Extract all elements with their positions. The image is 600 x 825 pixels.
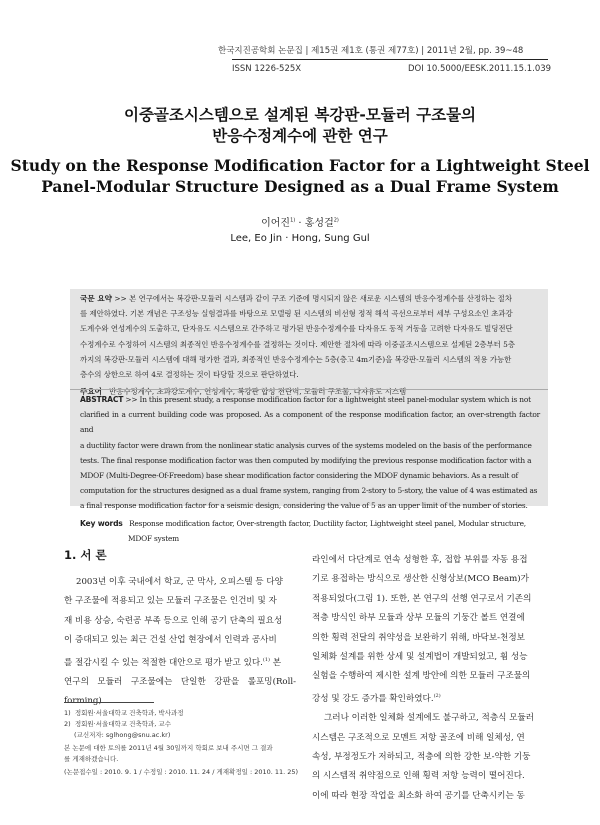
abstract-ko-line: 국문 요약 >> 본 연구에서는 복강판-모듈러 시스템과 같이 구조 기준에 명시되지 않은 새로운 시스템의 반응수정계수를 산정하는 절차 bbox=[80, 294, 512, 303]
footnote-rule bbox=[64, 702, 154, 703]
authors-ko bbox=[0, 214, 600, 229]
title-ko-line2: 반응수정계수에 관한 연구 bbox=[212, 127, 388, 145]
intro-right-column bbox=[312, 551, 546, 806]
abstract-ko-line: 까지의 복강판-모듈러 시스템에 대해 평가한 결과, 최종적인 반응수정계수는 5층(층고 4m기준)을 복강판-모듈러 시스템의 적용 가능한 bbox=[80, 354, 512, 364]
citation: (2) bbox=[433, 692, 441, 699]
body-line: 기로 용접하는 방식으로 생산한 신형상보(MCO Beam)가 bbox=[312, 574, 529, 585]
body-line: 라인에서 다단계로 연속 성형한 후, 접합 부위를 자동 용접 bbox=[312, 555, 528, 565]
abstract-en-line: a ductility factor were drawn from the nonlinear static analysis curves of the systems modeled on the basis of the performance bbox=[80, 440, 532, 450]
body-line: 2003년 이후 국내에서 학교, 군 막사, 오피스텔 등 다양 bbox=[76, 577, 283, 587]
body-line: 이 증대되고 있는 최근 건설 산업 현장에서 인력과 공사비 bbox=[64, 635, 277, 646]
abstract-en-line: MDOF (Multi-Degree-Of-Freedom) base shear modification factor considering the MDOF dynamic behaviors. As a result of bbox=[80, 471, 519, 481]
title-en-line2: Panel-Modular Structure Designed as a Dual Frame System bbox=[41, 177, 559, 196]
doi: DOI 10.5000/EESK.2011.15.1.039 bbox=[408, 64, 552, 74]
body-line: 시스템은 구조적으로 모멘트 저항 골조에 비해 일체성, 연 bbox=[312, 732, 525, 743]
body-line: 일체화 설계를 위한 상세 및 설계법이 개발되었고, 휨 성능 bbox=[312, 652, 528, 663]
intro-left-column bbox=[64, 573, 296, 712]
abstract-divider bbox=[70, 389, 548, 390]
author-2-sup: 2) bbox=[333, 217, 339, 224]
abstract-ko-line: 도계수와 연성계수의 도출하고, 단자유도 시스템으로 간주하고 평가된 반응수정계수를 다자유도 동적 거동을 고려한 다자유도 빌딩전단 bbox=[80, 324, 513, 334]
title-ko-line1: 이중골조시스템으로 설계된 복강판-모듈러 구조물의 bbox=[123, 106, 477, 124]
abstract-en-line: tests. The final response modification factor was then computed by modifying the previous response modification factor with a bbox=[80, 455, 532, 465]
abstract-ko-line: 층수의 상한으로 하여 4로 결정하는 것이 타당할 것으로 판단하였다. bbox=[80, 370, 299, 380]
abstract-en-line: clarified in a current building code was proposed. As a component of the response modification factor, an over-strength factor and bbox=[80, 410, 540, 435]
header-rule bbox=[232, 59, 548, 60]
body-line: 재 비용 상승, 숙련공 부족 등으로 인해 공기 단축의 필요성 bbox=[64, 615, 283, 626]
abstract-ko-label: 국문 요약 bbox=[80, 294, 112, 303]
abstract-en bbox=[80, 392, 540, 546]
section-heading: 1. 서 론 bbox=[64, 548, 107, 562]
abstract-en-line: a final response modification factor for a seismic design, considering the value of 5 as an upper limit of the number of stories. bbox=[80, 501, 528, 511]
footnote-2-contact: (교신저자: sglhong@snu.ac.kr) bbox=[74, 731, 171, 739]
author-2-ko: 홍성걸 bbox=[304, 218, 334, 229]
keywords-en-row bbox=[80, 516, 540, 531]
authors-en: Lee, Eo Jin · Hong, Sung Gul bbox=[230, 233, 370, 244]
abstract-en-line: ABSTRACT >> In this present study, a response modification factor for a lightweight steel panel-modular system which is not bbox=[80, 395, 531, 404]
body-line: 의한 횡력 전달의 취약성을 보완하기 위해, 바닥보-천정보 bbox=[312, 632, 525, 643]
body-line: 이에 따라 현장 작업을 최소화 하여 공기를 단축시키는 동 bbox=[312, 790, 525, 801]
body-line: 강성 및 강도 증가를 확인하였다.$^{(2)}$ bbox=[312, 692, 441, 704]
footnotes bbox=[64, 708, 299, 778]
keywords-en-1: Response modification factor, Over-strength factor, Ductility factor, Lightweight steel panel, Modular structure, bbox=[129, 518, 526, 528]
issn: ISSN 1226-525X bbox=[232, 64, 302, 74]
body-line: 적층 방식인 하부 모듈과 상부 모듈의 기둥간 볼트 연결에 bbox=[312, 613, 525, 624]
abstract-en-label: ABSTRACT bbox=[80, 395, 124, 404]
abstract-en-line: computation for the structures designed as a dual frame system, ranging from 2-story to 5-story, the value of 4 was estimated as bbox=[80, 486, 538, 496]
journal-header: 한국지진공학회 논문집 | 제15권 제1호 (통권 제77호) | 2011년 2월, pp. 39~48 bbox=[218, 46, 524, 56]
body-line: 연구의 모듈러 구조물에는 단일한 강판을 롤포밍(Roll-forming) bbox=[64, 676, 296, 707]
keywords-ko-label: 주요어 bbox=[80, 387, 103, 397]
citation: (1) bbox=[262, 656, 271, 663]
footnote-dates: (논문접수일 : 2010. 9. 1 / 수정일 : 2010. 11. 24 / 게재확정일 : 2010. 11. 25) bbox=[64, 768, 299, 776]
body-line: 그러나 이러한 일체화 설계에도 불구하고, 적층식 모듈러 bbox=[324, 713, 535, 724]
body-line: 실험을 수행하여 제시한 설계 방안에 의한 모듈러 구조물의 bbox=[312, 671, 531, 682]
abstract-ko-line: 수정계수로 수정하여 시스템의 최종적인 반응수정계수를 결정하는 것이다. 제안한 절차에 따라 이중골조시스템으로 설계된 2층부터 5층 bbox=[80, 339, 515, 349]
author-1-sup: 1) bbox=[290, 217, 296, 224]
body-line: 속성, 부정정도가 저하되고, 적층에 의한 강한 보-약한 기둥 bbox=[312, 751, 531, 762]
abstract-ko-line: 를 제안하였다. 기본 개념은 구조성능 실험결과를 바탕으로 모델링 된 시스템의 비선형 정적 해석 곡선으로부터 세부 구성요소인 초과강 bbox=[80, 309, 513, 319]
body-line: 적용되었다(그림 1). 또한, 본 연구의 선행 연구로서 기존의 bbox=[312, 593, 532, 604]
footnote-discussion-1: 본 논문에 대한 토의를 2011년 4월 30일까지 학회로 보내 주시면 그 결과 bbox=[64, 744, 273, 752]
footnote-discussion-2: 를 게재하겠습니다. bbox=[64, 755, 119, 763]
author-sep: · bbox=[295, 218, 305, 229]
keywords-en-2: MDOF system bbox=[128, 533, 179, 543]
title-en-line1: Study on the Response Modification Factor for a Lightweight Steel bbox=[10, 156, 590, 175]
footnote-1: 1) 정회원·서울대학교 건축학과, 박사과정 bbox=[64, 709, 184, 717]
body-line: 한 구조물에 적용되고 있는 모듈러 구조물은 인건비 및 자 bbox=[64, 596, 277, 607]
keywords-en-label: Key words bbox=[80, 518, 123, 528]
footnote-2: 2) 정회원·서울대학교 건축학과, 교수 bbox=[64, 720, 171, 728]
keywords-ko: 반응수정계수, 초과강도계수, 연성계수, 복강판 합성 전단벽, 모듈러 구조물, 다자유도 시스템 bbox=[109, 387, 407, 397]
body-line: 를 절감시킬 수 있는 적절한 대안으로 평가 받고 있다.$^{(1)}$ 본 bbox=[64, 656, 282, 668]
author-1-ko: 이어진 bbox=[261, 218, 291, 229]
abstract-ko bbox=[80, 291, 540, 399]
body-line: 의 시스템적 취약점으로 인해 횡력 저항 능력이 떨어진다. bbox=[312, 771, 525, 782]
